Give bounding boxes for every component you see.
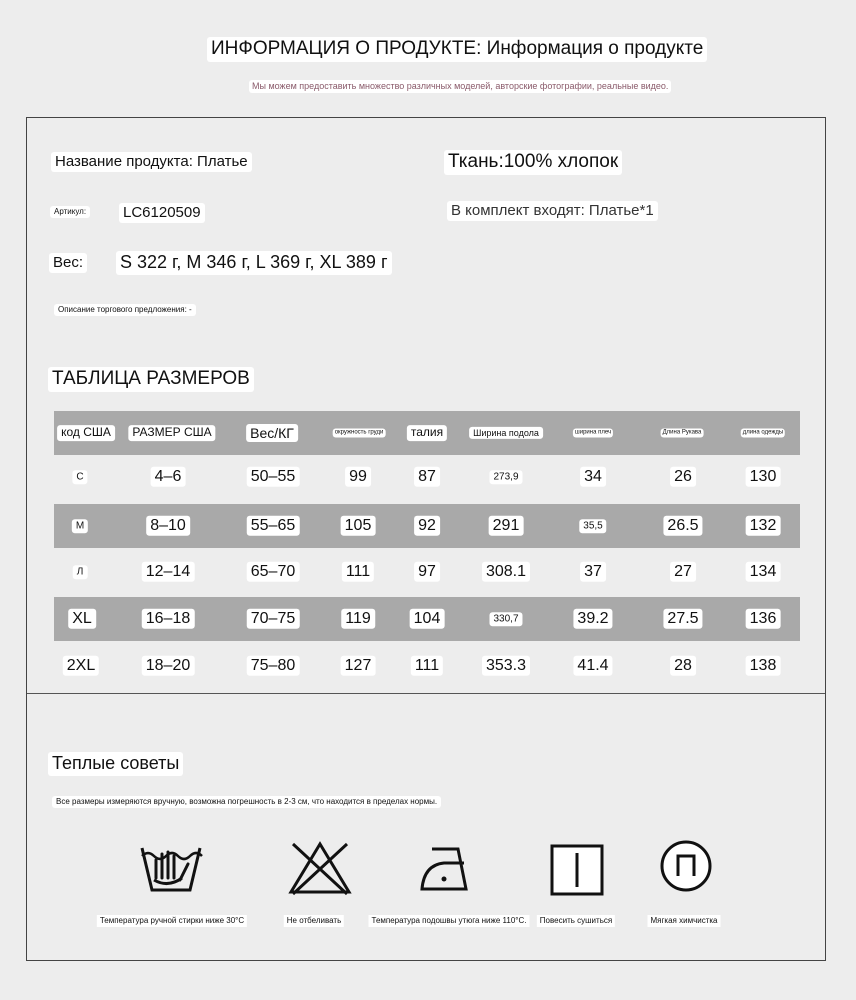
table-cell: 92 [414,516,440,536]
table-cell: 291 [489,516,524,536]
table-cell: 4–6 [151,467,186,487]
article-value: LC6120509 [119,203,205,223]
weight-label: Вес: [49,253,87,273]
header-cell-length: длина одежды [742,429,784,436]
table-cell: 75–80 [247,656,300,676]
table-cell: 12–14 [142,562,195,582]
header-cell-hem-width: Ширина подола [469,427,543,439]
header-cell-weight: Вес/КГ [246,424,298,442]
header-cell-chest: окружность груди [334,429,384,436]
table-cell: 138 [746,656,781,676]
table-cell: 353.3 [482,656,530,676]
table-cell: 26 [670,467,696,487]
tips-title: Теплые советы [48,752,183,776]
table-cell: 2XL [63,656,99,676]
table-cell: 35,5 [579,519,606,533]
iron-icon [418,843,484,897]
table-cell: XL [68,609,96,629]
product-fabric: Ткань:100% хлопок [444,150,622,175]
dry-clean-icon [658,838,714,894]
table-cell: 127 [341,656,376,676]
table-row [54,455,800,499]
table-cell: С [72,470,87,484]
no-bleach-caption: Не отбеливать [284,915,344,927]
table-cell: 111 [411,656,443,676]
table-cell: 27 [670,562,696,582]
table-cell: 27.5 [663,609,702,629]
section-divider [27,693,825,694]
table-cell: Л [73,565,88,579]
table-cell: 70–75 [247,609,300,629]
size-table-title: ТАБЛИЦА РАЗМЕРОВ [48,367,254,392]
table-cell: 87 [414,467,440,487]
dry-clean-caption: Мягкая химчистка [648,915,721,927]
table-cell: 50–55 [247,467,300,487]
table-row [54,644,800,688]
table-cell: 97 [414,562,440,582]
table-cell: 99 [345,467,371,487]
table-cell: 34 [580,467,606,487]
table-row [54,550,800,594]
table-cell: 132 [746,516,781,536]
hand-wash-icon [138,838,204,898]
table-cell: 330,7 [489,612,522,626]
table-row [54,597,800,641]
header-cell-shoulder: ширина плеч [574,429,612,436]
table-cell: 26.5 [663,516,702,536]
table-cell: 134 [746,562,781,582]
page-subtitle: Мы можем предоставить множество различных моделей, авторские фотографии, реальные видео. [249,80,671,93]
weight-value: S 322 г, M 346 г, L 369 г, XL 389 г [116,251,392,275]
header-cell-us-code: код США [57,425,115,441]
table-cell: М [72,519,88,533]
product-name: Название продукта: Платье [51,152,252,172]
table-cell: 41.4 [573,656,612,676]
iron-caption: Температура подошвы утюга ниже 110°C. [369,915,530,927]
hang-dry-icon [549,843,605,897]
kit-contents: В комплект входят: Платье*1 [447,201,658,221]
table-cell: 119 [341,609,375,629]
table-cell: 65–70 [247,562,300,582]
no-bleach-icon [287,838,353,898]
article-label: Артикул: [50,206,90,218]
hang-dry-caption: Повесить сушиться [537,915,615,927]
table-cell: 16–18 [142,609,195,629]
table-cell: 105 [341,516,376,536]
table-cell: 308.1 [482,562,530,582]
table-cell: 104 [410,609,445,629]
header-cell-us-size: РАЗМЕР США [128,425,215,441]
table-cell: 55–65 [247,516,300,536]
table-cell: 130 [746,467,781,487]
header-cell-sleeve: Длина Рукава [662,429,702,436]
table-cell: 273,9 [489,470,522,484]
size-table-header [54,411,800,455]
hand-wash-caption: Температура ручной стирки ниже 30°C [97,915,247,927]
table-cell: 136 [746,609,781,629]
page-title: ИНФОРМАЦИЯ О ПРОДУКТЕ: Информация о продукте [207,37,707,62]
table-cell: 37 [580,562,606,582]
table-cell: 39.2 [573,609,612,629]
offer-description: Описание торгового предложения: - [54,304,196,316]
header-cell-waist: талия [407,425,447,441]
table-cell: 18–20 [142,656,195,676]
table-cell: 111 [342,562,374,582]
table-cell: 8–10 [146,516,190,536]
table-row [54,504,800,548]
table-cell: 28 [670,656,696,676]
tips-note: Все размеры измеряются вручную, возможна погрешность в 2-3 см, что находится в пределах нормы. [52,796,441,808]
